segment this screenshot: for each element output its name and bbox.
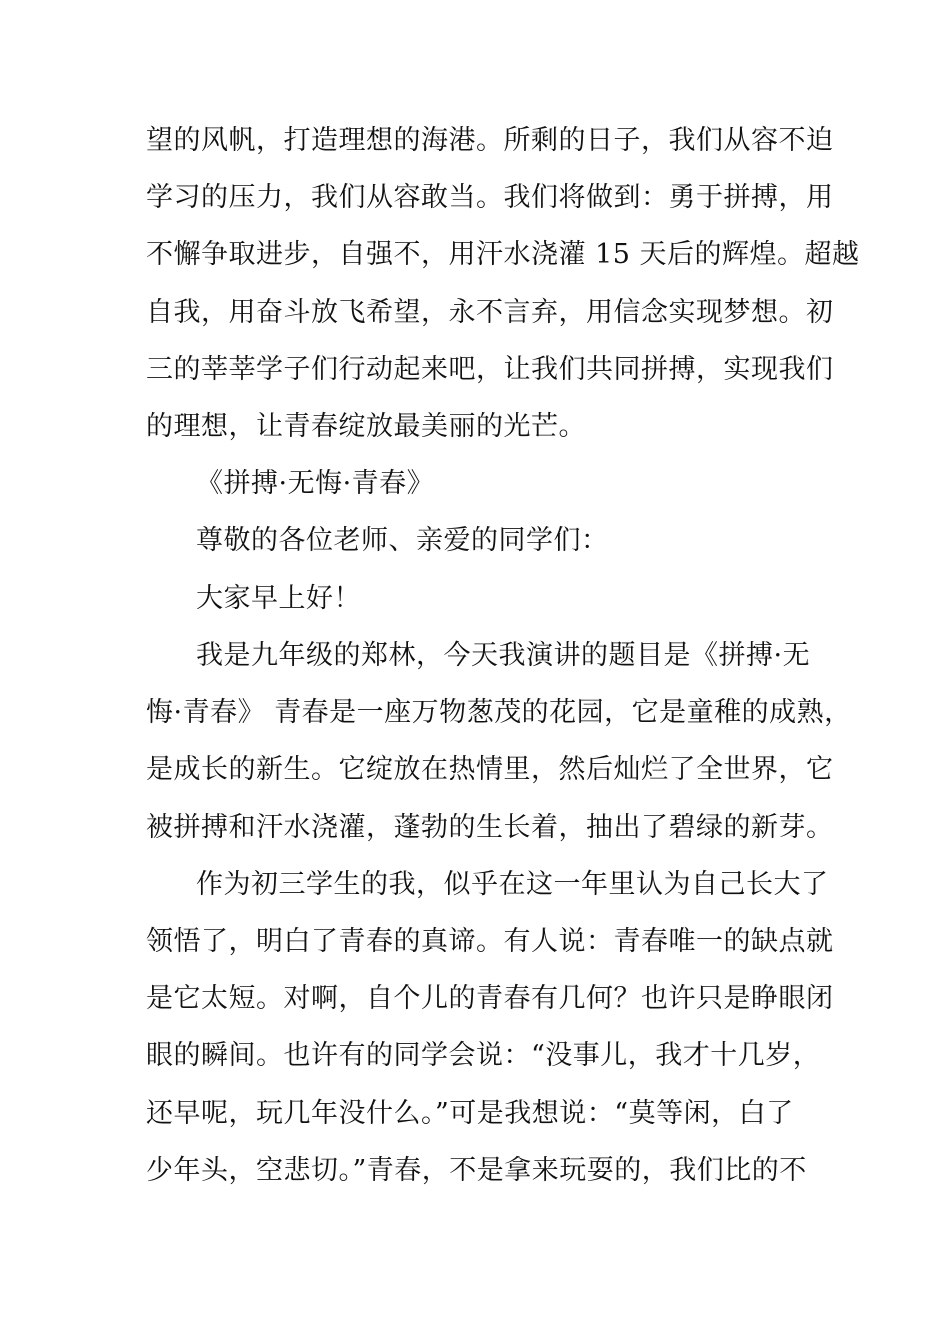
- text-line: 领悟了，明白了青春的真谛。有人说：青春唯一的缺点就: [146, 926, 834, 957]
- text-line: 少年头，空悲切。”青春，不是拿来玩耍的，我们比的不: [146, 1155, 807, 1186]
- text-line: 被拼搏和汗水浇灌，蓬勃的生长着，抽出了碧绿的新芽。: [146, 812, 834, 843]
- text-line: 自我，用奋斗放飞希望，永不言弃，用信念实现梦想。初: [146, 297, 834, 328]
- text-line: 还早呢，玩几年没什么。”可是我想说：“莫等闲，白了: [146, 1098, 794, 1129]
- text-line: 三的莘莘学子们行动起来吧，让我们共同拼搏，实现我们: [146, 354, 834, 385]
- salutation: 尊敬的各位老师、亲爱的同学们：: [196, 525, 609, 556]
- text-line: 作为初三学生的我，似乎在这一年里认为自己长大了: [196, 869, 829, 900]
- text-line: 望的风帆，打造理想的海港。所剩的日子，我们从容不迫: [146, 125, 834, 156]
- text-line: 不懈争取进步，自强不，用汗水浇灌 15 天后的辉煌。超越: [146, 239, 860, 270]
- text-line: 学习的压力，我们从容敢当。我们将做到：勇于拼搏，用: [146, 182, 834, 213]
- text-line: 是成长的新生。它绽放在热情里，然后灿烂了全世界，它: [146, 754, 834, 785]
- text-line: 是它太短。对啊，自个儿的青春有几何？也许只是睁眼闭: [146, 983, 834, 1014]
- text-line: 的理想，让青春绽放最美丽的光芒。: [146, 411, 586, 442]
- greeting: 大家早上好！: [196, 583, 361, 614]
- text-line: 悔·青春》 青春是一座万物葱茂的花园，它是童稚的成熟，: [146, 697, 852, 728]
- text-line: 我是九年级的郑林，今天我演讲的题目是《拼搏·无: [196, 640, 811, 671]
- speech-title: 《拼搏·无悔·青春》: [196, 468, 435, 499]
- text-line: 眼的瞬间。也许有的同学会说：“没事儿，我才十几岁，: [146, 1040, 821, 1071]
